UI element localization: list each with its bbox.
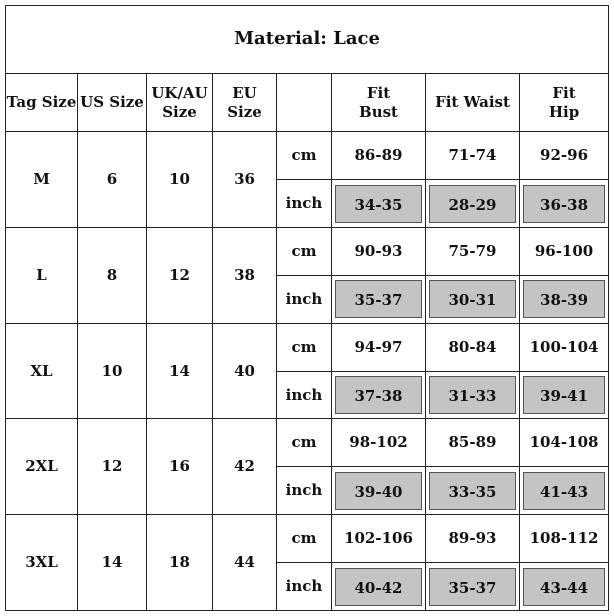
waist-inch-cell bbox=[426, 180, 520, 228]
hip-cm-cell: 100-104 bbox=[520, 323, 609, 371]
bust-inch-cell-value: 35-37 bbox=[335, 280, 422, 318]
waist-inch-cell-value: 30-31 bbox=[429, 280, 516, 318]
bust-cm-cell: 94-97 bbox=[332, 323, 426, 371]
header-ukau-line2: Size bbox=[162, 102, 197, 121]
tag-size-cell: 3XL bbox=[6, 515, 78, 611]
header-fit-bust bbox=[332, 74, 426, 132]
hip-inch-cell bbox=[520, 180, 609, 228]
us-size-cell: 14 bbox=[78, 515, 147, 611]
waist-inch-cell bbox=[426, 275, 520, 323]
hip-cm-cell: 108-112 bbox=[520, 515, 609, 563]
hip-cm-cell: 96-100 bbox=[520, 228, 609, 276]
size-row-2-cm bbox=[6, 323, 609, 371]
ukau-size-cell: 16 bbox=[147, 419, 213, 515]
unit-cm-label: cm bbox=[277, 228, 332, 276]
us-size-cell: 10 bbox=[78, 323, 147, 419]
tag-size-cell: 2XL bbox=[6, 419, 78, 515]
header-row bbox=[6, 74, 609, 132]
header-tag-size: Tag Size bbox=[6, 74, 78, 132]
waist-inch-cell bbox=[426, 467, 520, 515]
unit-inch-label: inch bbox=[277, 275, 332, 323]
bust-inch-cell bbox=[332, 371, 426, 419]
ukau-size-cell: 12 bbox=[147, 228, 213, 324]
waist-inch-cell-value: 28-29 bbox=[429, 185, 516, 223]
waist-cm-cell: 85-89 bbox=[426, 419, 520, 467]
ukau-size-cell: 18 bbox=[147, 515, 213, 611]
bust-inch-cell bbox=[332, 275, 426, 323]
bust-inch-cell-value: 40-42 bbox=[335, 568, 422, 606]
header-ukau-line1: UK/AU bbox=[151, 84, 208, 102]
unit-inch-label: inch bbox=[277, 371, 332, 419]
waist-inch-cell-value: 35-37 bbox=[429, 568, 516, 606]
tag-size-cell: M bbox=[6, 132, 78, 228]
waist-inch-cell bbox=[426, 371, 520, 419]
hip-cm-cell: 92-96 bbox=[520, 132, 609, 180]
unit-inch-label: inch bbox=[277, 467, 332, 515]
waist-cm-cell: 89-93 bbox=[426, 515, 520, 563]
unit-cm-label: cm bbox=[277, 515, 332, 563]
hip-inch-cell-value: 43-44 bbox=[523, 568, 605, 606]
unit-inch-label: inch bbox=[277, 180, 332, 228]
header-unit bbox=[277, 74, 332, 132]
bust-cm-cell: 86-89 bbox=[332, 132, 426, 180]
header-eu-size: EU Size bbox=[213, 74, 277, 132]
bust-inch-cell bbox=[332, 563, 426, 611]
hip-inch-cell-value: 39-41 bbox=[523, 376, 605, 414]
unit-cm-label: cm bbox=[277, 132, 332, 180]
hip-inch-cell bbox=[520, 371, 609, 419]
eu-size-cell: 40 bbox=[213, 323, 277, 419]
header-fit-hip bbox=[520, 74, 609, 132]
size-row-1-cm bbox=[6, 228, 609, 276]
waist-cm-cell: 80-84 bbox=[426, 323, 520, 371]
bust-cm-cell: 98-102 bbox=[332, 419, 426, 467]
size-row-4-cm bbox=[6, 515, 609, 563]
us-size-cell: 6 bbox=[78, 132, 147, 228]
size-row-0-cm bbox=[6, 132, 609, 180]
header-hip-line2: Hip bbox=[548, 102, 580, 121]
header-bust-line1: Fit bbox=[366, 84, 391, 102]
eu-size-cell: 38 bbox=[213, 228, 277, 324]
waist-inch-cell bbox=[426, 563, 520, 611]
waist-cm-cell: 75-79 bbox=[426, 228, 520, 276]
header-fit-waist: Fit Waist bbox=[426, 74, 520, 132]
header-bust-line2: Bust bbox=[359, 102, 398, 121]
hip-inch-cell bbox=[520, 275, 609, 323]
eu-size-cell: 44 bbox=[213, 515, 277, 611]
hip-cm-cell: 104-108 bbox=[520, 419, 609, 467]
waist-inch-cell-value: 31-33 bbox=[429, 376, 516, 414]
header-ukau-size bbox=[147, 74, 213, 132]
bust-inch-cell-value: 37-38 bbox=[335, 376, 422, 414]
size-row-3-cm bbox=[6, 419, 609, 467]
ukau-size-cell: 10 bbox=[147, 132, 213, 228]
hip-inch-cell-value: 41-43 bbox=[523, 472, 605, 510]
bust-inch-cell bbox=[332, 467, 426, 515]
eu-size-cell: 36 bbox=[213, 132, 277, 228]
waist-cm-cell: 71-74 bbox=[426, 132, 520, 180]
hip-inch-cell bbox=[520, 563, 609, 611]
bust-inch-cell-value: 34-35 bbox=[335, 185, 422, 223]
header-hip-line1: Fit bbox=[552, 84, 576, 102]
hip-inch-cell bbox=[520, 467, 609, 515]
us-size-cell: 8 bbox=[78, 228, 147, 324]
eu-size-cell: 42 bbox=[213, 419, 277, 515]
hip-inch-cell-value: 36-38 bbox=[523, 185, 605, 223]
header-us-size: US Size bbox=[78, 74, 147, 132]
bust-inch-cell-value: 39-40 bbox=[335, 472, 422, 510]
hip-inch-cell-value: 38-39 bbox=[523, 280, 605, 318]
bust-inch-cell bbox=[332, 180, 426, 228]
waist-inch-cell-value: 33-35 bbox=[429, 472, 516, 510]
us-size-cell: 12 bbox=[78, 419, 147, 515]
tag-size-cell: XL bbox=[6, 323, 78, 419]
size-chart-table bbox=[5, 5, 609, 611]
unit-cm-label: cm bbox=[277, 323, 332, 371]
unit-inch-label: inch bbox=[277, 563, 332, 611]
unit-cm-label: cm bbox=[277, 419, 332, 467]
bust-cm-cell: 90-93 bbox=[332, 228, 426, 276]
bust-cm-cell: 102-106 bbox=[332, 515, 426, 563]
ukau-size-cell: 14 bbox=[147, 323, 213, 419]
chart-title: Material: Lace bbox=[6, 6, 609, 74]
tag-size-cell: L bbox=[6, 228, 78, 324]
